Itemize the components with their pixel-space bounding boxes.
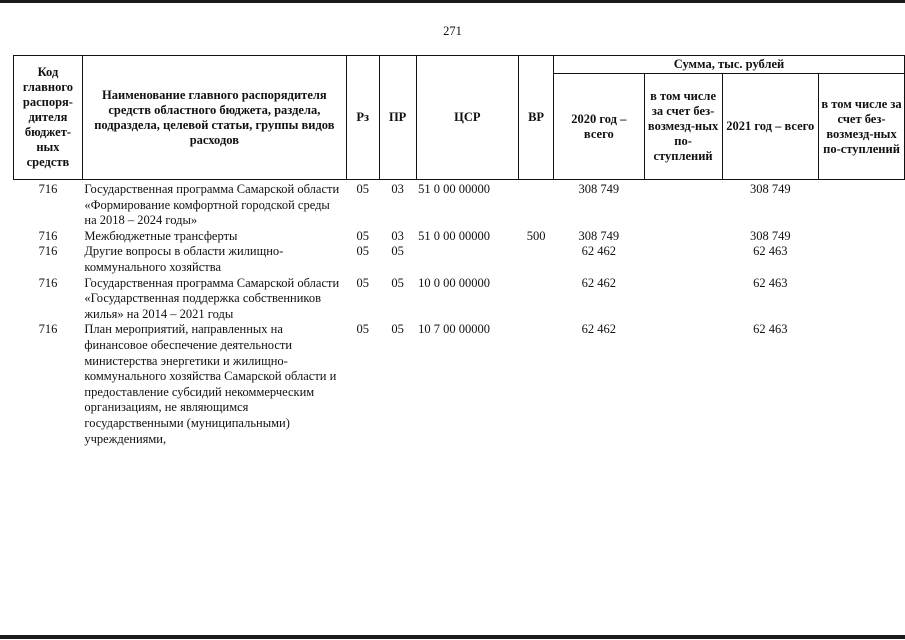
cell-vr <box>519 276 554 323</box>
cell-rz: 05 <box>356 322 369 337</box>
cell-pr: 03 <box>391 228 404 243</box>
cell-name: Межбюджетные трансферты <box>84 228 238 243</box>
table-row <box>14 244 905 275</box>
scan-bottom-edge <box>0 635 905 639</box>
table-row <box>14 276 905 323</box>
cell-rz: 05 <box>356 275 369 290</box>
header-csr: ЦСР <box>416 56 519 180</box>
cell-2021-free <box>819 180 905 229</box>
cell-2020-free <box>644 244 722 275</box>
table-body <box>14 180 905 448</box>
cell-rz: 05 <box>356 244 369 259</box>
cell-csr <box>416 244 519 275</box>
header-vr: ВР <box>519 56 554 180</box>
cell-pr: 05 <box>391 244 404 259</box>
table-row <box>14 180 905 229</box>
cell-2020-free <box>644 322 722 447</box>
cell-2021-total: 62 463 <box>753 244 788 259</box>
cell-pr: 05 <box>391 322 404 337</box>
cell-2021-total: 308 749 <box>749 228 791 243</box>
header-code: Код главного распоря-дителя бюджет-ных средств <box>14 56 83 180</box>
cell-code: 716 <box>38 182 58 196</box>
cell-2020-total: 62 462 <box>581 322 616 337</box>
header-2021-total: 2021 год – всего <box>722 74 819 180</box>
cell-csr: 10 7 00 00000 <box>418 322 490 337</box>
header-2021-free: в том числе за счет без-возмезд-ных по-ступлений <box>819 74 905 180</box>
cell-code: 716 <box>38 228 58 243</box>
cell-name: Государственная программа Самарской области «Государственная поддержка собственников жилья» на 2014 – 2021 годы <box>84 275 340 321</box>
cell-2020-free <box>644 276 722 323</box>
cell-csr: 51 0 00 00000 <box>418 182 490 196</box>
cell-code: 716 <box>38 322 58 337</box>
cell-2021-free <box>819 276 905 323</box>
cell-2020-total: 308 749 <box>578 228 620 243</box>
cell-vr <box>519 244 554 275</box>
header-2020-free: в том числе за счет без-возмезд-ных по-ступлений <box>644 74 722 180</box>
cell-csr: 51 0 00 00000 <box>418 228 490 243</box>
cell-2020-free <box>644 229 722 245</box>
cell-code: 716 <box>38 244 58 259</box>
cell-rz: 05 <box>356 182 369 196</box>
cell-vr: 500 <box>526 228 546 243</box>
page-number: 271 <box>443 24 462 38</box>
cell-2021-total: 62 463 <box>753 322 788 337</box>
header-sum-group: Сумма, тыс. рублей <box>554 56 905 74</box>
header-name: Наименование главного распорядителя средств областного бюджета, раздела, подраздела, целевой статьи, группы видов расходов <box>82 56 346 180</box>
cell-2020-total: 62 462 <box>581 244 616 259</box>
cell-2021-total: 308 749 <box>749 182 791 196</box>
cell-2020-free <box>644 180 722 229</box>
cell-code: 716 <box>38 275 58 290</box>
budget-table <box>13 55 905 447</box>
cell-2021-total: 62 463 <box>753 275 788 290</box>
cell-vr <box>519 322 554 447</box>
cell-2021-free <box>819 229 905 245</box>
cell-name: Другие вопросы в области жилищно-коммунального хозяйства <box>84 244 284 274</box>
cell-pr: 05 <box>391 275 404 290</box>
cell-vr <box>519 180 554 229</box>
scan-top-edge <box>0 0 905 3</box>
cell-csr: 10 0 00 00000 <box>418 275 490 290</box>
table-row <box>14 322 905 447</box>
cell-2020-total: 62 462 <box>581 275 616 290</box>
cell-pr: 03 <box>391 182 404 196</box>
header-pr: ПР <box>379 56 416 180</box>
cell-2021-free <box>819 244 905 275</box>
header-rz: Рз <box>346 56 379 180</box>
cell-name: Государственная программа Самарской области «Формирование комфортной городской среды на 2018 – 2024 годы» <box>84 182 340 228</box>
table-header <box>14 56 905 180</box>
cell-2020-total: 308 749 <box>578 182 620 196</box>
cell-name: План мероприятий, направленных на финансовое обеспечение деятельности министерства энергетики и жилищно-коммунального хозяйства Самарской области и предоставление субсидий некоммерческим организациям, не являющимся государственными (муниципальными) учреждениями, <box>84 322 337 446</box>
cell-2021-free <box>819 322 905 447</box>
table-row <box>14 229 905 245</box>
cell-rz: 05 <box>356 228 369 243</box>
header-2020-total: 2020 год – всего <box>554 74 645 180</box>
